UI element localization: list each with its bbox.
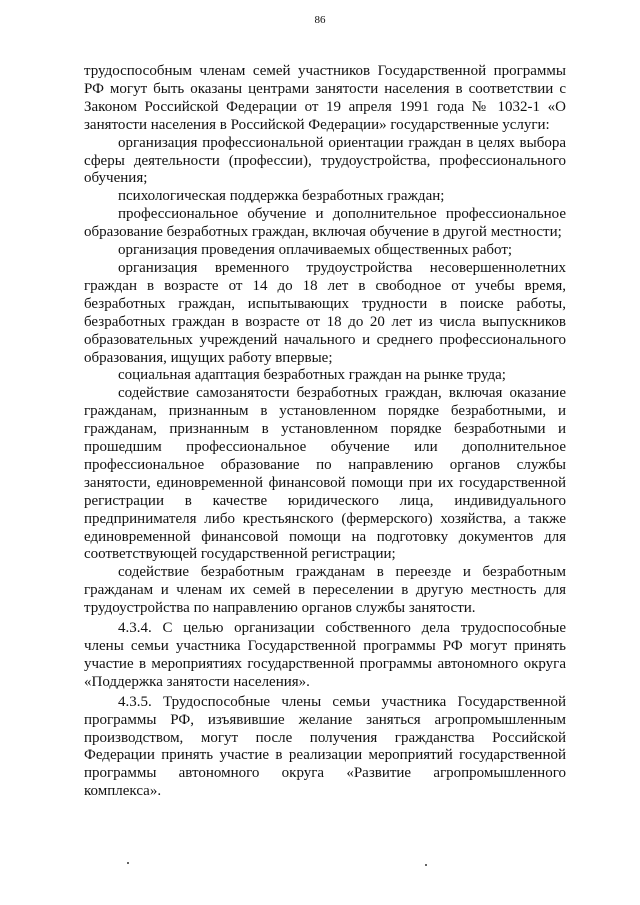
page-number: 86 (314, 14, 326, 26)
service-item-social-adaptation: социальная адаптация безработных граждан на рынке труда; (118, 367, 506, 384)
service-item-temporary-employment: организация временного трудоустройства несовершеннолетних граждан в возрасте от 14 до 18 лет в свободное от учебы время, безработных граждан, испытывающих трудности в поиске работы, безработных граждан в возрасте от 18 до 20 лет из числа выпускников образовательных учреждений начального и среднего профессионального образования, ищущих работу впервые; (84, 259, 566, 366)
document-body (84, 63, 566, 801)
service-item-psychological-support: психологическая поддержка безработных граждан; (118, 188, 445, 205)
scan-speck (127, 862, 129, 864)
service-item-self-employment: содействие самозанятости безработных граждан, включая оказание гражданам, признанным в установленном порядке безработными, и гражданам, признанным в установленном порядке безработными и прошедшим профессиональное обучение или дополнительное профессиональное образование по направлению органов службы занятости, единовременной финансовой помощи при их государственной регистрации в качестве юридического лица, индивидуального предпринимателя либо крестьянского (фермерского) хозяйства, а также единовременной финансовой помощи на подготовку документов для соответствующей государственной регистрации; (84, 385, 566, 563)
section-4-3-5: 4.3.5. Трудоспособные члены семьи участника Государственной программы РФ, изъявившие желание заняться агропромышленным производством, могут после получения гражданства Российской Федерации принять участие в реализации мероприятий государственной программы автономного округа «Развитие агропромышленного комплекса». (84, 693, 566, 800)
service-item-professional-training: профессиональное обучение и дополнительное профессиональное образование безработных граждан, включая обучение в другой местности; (84, 206, 566, 241)
intro-paragraph: трудоспособным членам семей участников Государственной программы РФ могут быть оказаны центрами занятости населения в соответствии с Законом Российской Федерации от 19 апреля 1991 года № 1032-1 «О занятости населения в Российской Федерации» государственные услуги: (84, 63, 566, 133)
service-item-relocation: содействие безработным гражданам в переезде и безработным гражданам и членам их семей в переселении в другую местность для трудоустройства по направлению органов службы занятости. (84, 564, 566, 617)
scan-speck (425, 864, 427, 866)
section-4-3-4: 4.3.4. С целью организации собственного дела трудоспособные члены семьи участника Государственной программы РФ могут принять участие в мероприятиях государственной программы автономного округа «Поддержка занятости населения». (84, 620, 566, 690)
service-item-career-guidance: организация профессиональной ориентации граждан в целях выбора сферы деятельности (профессии), трудоустройства, профессионального обучения; (84, 134, 566, 187)
service-item-public-works: организация проведения оплачиваемых общественных работ; (118, 242, 513, 259)
